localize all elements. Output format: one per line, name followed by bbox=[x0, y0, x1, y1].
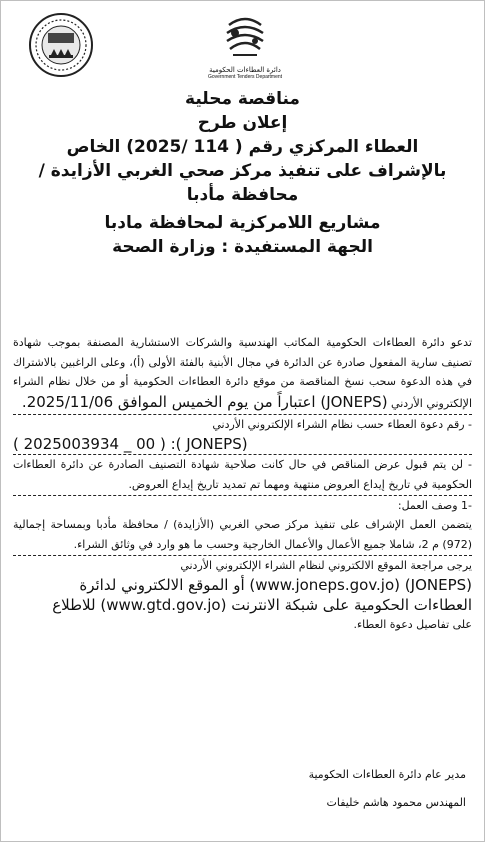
contact-line-2: (JONEPS) (www.joneps.gov.jo) أو الموقع الالكتروني لدائرة bbox=[79, 576, 472, 595]
title-local-tender: مناقصة محلية bbox=[185, 89, 300, 109]
classification-note: - لن يتم قبول عرض المناقص في حال كانت صلاحية شهادة التصنيف الصادرة عن دائرة العطاءات الحكومية في تاريخ إيداع العروض منتهية ومهما تم تمديد تاريخ إيداع العروض. bbox=[13, 458, 472, 491]
title-tender-number: العطاء المركزي رقم ( 114 /2025) الخاص bbox=[66, 137, 419, 157]
ref-number: ( 2025003934 _ 00 ) :( JONEPS) bbox=[13, 434, 248, 453]
signoff-block bbox=[309, 761, 466, 817]
contact-line-1: يرجى مراجعة الموقع الالكتروني لنظام الشراء الإلكتروني الأردني bbox=[180, 558, 472, 572]
intro-date: (JONEPS) اعتباراً من يوم الخميس الموافق 2025/11/06. bbox=[21, 393, 388, 412]
title-decentralization: مشاريع اللامركزية لمحافظة مادبا bbox=[104, 213, 381, 233]
intro-text: تدعو دائرة العطاءات الحكومية المكاتب الهندسية والشركات الاستشارية المصنفة بموجب شهادة تصنيف سارية المفعول صادرة عن الدائرة في مجال الأبنية بالفئة الأولى (أ)، وعلى الراغبين بالاشتراك في هذه الدعوة سحب نسخ المناقصة من موقع دائرة العطاءات الحكومية أو من خلال نظام الشراء الإلكتروني الأردني bbox=[13, 336, 472, 411]
logo-caption-en: Government Tenders Department bbox=[207, 74, 283, 80]
title-project: بالإشراف على تنفيذ مركز صحي الغربي الأزايدة / bbox=[38, 161, 447, 181]
contact-line-4: على تفاصيل دعوة العطاء. bbox=[353, 618, 472, 632]
section-label: -1 وصف العمل: bbox=[397, 498, 472, 512]
intro-paragraph bbox=[13, 333, 472, 414]
contact-line-3: العطاءات الحكومية على شبكة الانترنت (www.gtd.gov.jo) للاطلاع bbox=[52, 596, 472, 615]
crest-seal-icon bbox=[21, 11, 101, 79]
globe-emblem-icon bbox=[221, 9, 269, 61]
title-governorate: محافظة مأدبا bbox=[186, 185, 299, 205]
signoff-name: المهندس محمود هاشم خليفات bbox=[326, 796, 466, 809]
announcement-body bbox=[13, 333, 472, 635]
title-beneficiary: الجهة المستفيدة : وزارة الصحة bbox=[112, 237, 373, 257]
department-logo bbox=[197, 9, 293, 83]
title-announcement: إعلان طرح bbox=[197, 113, 288, 133]
section-description: يتضمن العمل الإشراف على تنفيذ مركز صحي الغربي (الأزايدة) / محافظة مأدبا وبمساحة إجمالية (972) م 2، شاملا جميع الأعمال والأعمال الخارجية وحسب ما هو وارد في وثائق الشراء. bbox=[13, 518, 472, 552]
logo-caption-ar: دائرة العطاءات الحكومية bbox=[209, 66, 281, 74]
signoff-title: مدير عام دائرة العطاءات الحكومية bbox=[308, 768, 466, 781]
ref-label: - رقم دعوة العطاء حسب نظام الشراء الإلكتروني الأردني bbox=[212, 417, 472, 431]
announcement-titles bbox=[11, 87, 474, 259]
